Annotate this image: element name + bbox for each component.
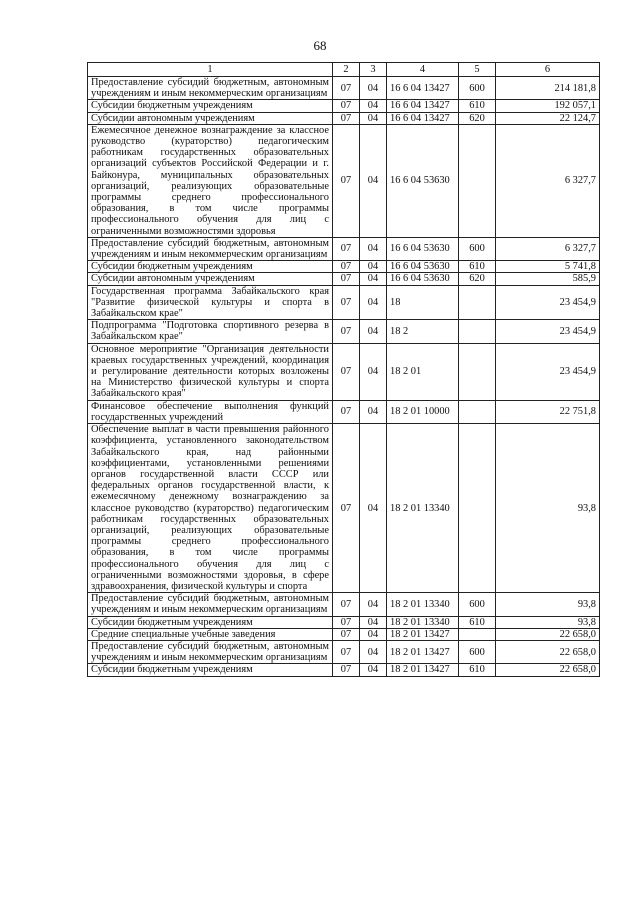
header-cell: 6 xyxy=(496,63,600,77)
row-amount: 22 124,7 xyxy=(496,112,600,124)
row-expense-type: 600 xyxy=(459,593,496,616)
row-subsection: 04 xyxy=(360,285,387,320)
row-expense-type: 610 xyxy=(459,664,496,676)
row-section: 07 xyxy=(333,77,360,100)
row-section: 07 xyxy=(333,100,360,112)
row-amount: 23 454,9 xyxy=(496,320,600,343)
table-row xyxy=(88,237,600,260)
row-target-code: 18 2 01 13340 xyxy=(387,593,459,616)
row-section: 07 xyxy=(333,593,360,616)
row-section: 07 xyxy=(333,424,360,593)
header-cell: 2 xyxy=(333,63,360,77)
table-row xyxy=(88,320,600,343)
row-subsection: 04 xyxy=(360,400,387,423)
row-subsection: 04 xyxy=(360,124,387,237)
row-section: 07 xyxy=(333,640,360,663)
row-name: Субсидии бюджетным учреждениям xyxy=(88,616,333,628)
row-expense-type: 620 xyxy=(459,112,496,124)
row-name: Субсидии бюджетным учреждениям xyxy=(88,100,333,112)
row-target-code: 16 6 04 53630 xyxy=(387,273,459,285)
row-name: Ежемесячное денежное вознаграждение за классное руководство (кураторство) педагогическим работникам государственных образовательных организаций субъектов Российской Федерации и г. Байконура, муниципальных образовательных организаций, реализующих образовательные программы среднего профессионального образования, в том числе программы профессионального обучения для лиц с ограниченными возможностями здоровья xyxy=(88,124,333,237)
row-expense-type xyxy=(459,124,496,237)
page-number: 68 xyxy=(313,38,327,53)
row-subsection: 04 xyxy=(360,628,387,640)
header-cell: 3 xyxy=(360,63,387,77)
row-expense-type xyxy=(459,424,496,593)
row-name: Государственная программа Забайкальского края "Развитие физической культуры и спорта в Забайкальском крае" xyxy=(88,285,333,320)
row-amount: 192 057,1 xyxy=(496,100,600,112)
table-row xyxy=(88,77,600,100)
row-subsection: 04 xyxy=(360,273,387,285)
row-amount: 22 751,8 xyxy=(496,400,600,423)
table-row xyxy=(88,664,600,676)
row-target-code: 18 2 01 13427 xyxy=(387,664,459,676)
row-target-code: 16 6 04 13427 xyxy=(387,77,459,100)
table-row xyxy=(88,628,600,640)
row-amount: 93,8 xyxy=(496,616,600,628)
row-amount: 23 454,9 xyxy=(496,285,600,320)
row-expense-type xyxy=(459,400,496,423)
row-subsection: 04 xyxy=(360,237,387,260)
row-name: Предоставление субсидий бюджетным, автономным учреждениям и иным некоммерческим организациям xyxy=(88,640,333,663)
row-target-code: 18 2 01 13340 xyxy=(387,616,459,628)
row-amount: 93,8 xyxy=(496,424,600,593)
row-amount: 214 181,8 xyxy=(496,77,600,100)
table-row xyxy=(88,400,600,423)
row-target-code: 16 6 04 53630 xyxy=(387,237,459,260)
row-amount: 5 741,8 xyxy=(496,261,600,273)
table-row xyxy=(88,343,600,400)
table-row xyxy=(88,124,600,237)
table-row xyxy=(88,285,600,320)
row-target-code: 16 6 04 53630 xyxy=(387,124,459,237)
row-section: 07 xyxy=(333,616,360,628)
header-row xyxy=(88,63,600,77)
row-expense-type xyxy=(459,628,496,640)
row-name: Предоставление субсидий бюджетным, автономным учреждениям и иным некоммерческим организациям xyxy=(88,77,333,100)
row-target-code: 16 6 04 53630 xyxy=(387,261,459,273)
row-subsection: 04 xyxy=(360,664,387,676)
row-target-code: 18 2 xyxy=(387,320,459,343)
row-section: 07 xyxy=(333,285,360,320)
row-subsection: 04 xyxy=(360,77,387,100)
row-subsection: 04 xyxy=(360,100,387,112)
budget-table xyxy=(87,62,600,677)
row-subsection: 04 xyxy=(360,320,387,343)
row-subsection: 04 xyxy=(360,261,387,273)
row-section: 07 xyxy=(333,343,360,400)
row-subsection: 04 xyxy=(360,593,387,616)
row-subsection: 04 xyxy=(360,424,387,593)
row-expense-type: 610 xyxy=(459,616,496,628)
row-section: 07 xyxy=(333,261,360,273)
row-target-code: 18 2 01 xyxy=(387,343,459,400)
row-target-code: 18 2 01 13427 xyxy=(387,640,459,663)
row-section: 07 xyxy=(333,273,360,285)
row-target-code: 16 6 04 13427 xyxy=(387,112,459,124)
row-name: Предоставление субсидий бюджетным, автономным учреждениям и иным некоммерческим организациям xyxy=(88,237,333,260)
row-expense-type xyxy=(459,343,496,400)
row-subsection: 04 xyxy=(360,112,387,124)
table-row xyxy=(88,616,600,628)
table-row xyxy=(88,261,600,273)
row-expense-type: 600 xyxy=(459,640,496,663)
row-section: 07 xyxy=(333,112,360,124)
row-name: Субсидии автономным учреждениям xyxy=(88,273,333,285)
row-name: Обеспечение выплат в части превышения районного коэффициента, установленного законодательством Забайкальского края, над районными коэффициентами, установленными решениями органов государственной власти СССР или федеральных органов государственной власти, к ежемесячному денежному вознаграждению за классное руководство (кураторство) педагогическим работникам государственных образовательных организаций, реализующих образовательные программы среднего профессионального образования, в том числе программы профессионального обучения для лиц с ограниченными возможностями здоровья, в сфере здравоохранения, физической культуры и спорта xyxy=(88,424,333,593)
row-expense-type: 600 xyxy=(459,237,496,260)
row-name: Предоставление субсидий бюджетным, автономным учреждениям и иным некоммерческим организациям xyxy=(88,593,333,616)
header-cell: 5 xyxy=(459,63,496,77)
row-amount: 22 658,0 xyxy=(496,664,600,676)
table-row xyxy=(88,100,600,112)
row-section: 07 xyxy=(333,400,360,423)
row-amount: 93,8 xyxy=(496,593,600,616)
row-name: Субсидии бюджетным учреждениям xyxy=(88,261,333,273)
row-section: 07 xyxy=(333,664,360,676)
table-row xyxy=(88,593,600,616)
row-target-code: 18 2 01 13340 xyxy=(387,424,459,593)
row-amount: 22 658,0 xyxy=(496,628,600,640)
row-amount: 22 658,0 xyxy=(496,640,600,663)
row-amount: 6 327,7 xyxy=(496,237,600,260)
row-expense-type xyxy=(459,285,496,320)
row-section: 07 xyxy=(333,237,360,260)
row-name: Субсидии автономным учреждениям xyxy=(88,112,333,124)
row-section: 07 xyxy=(333,124,360,237)
row-name: Финансовое обеспечение выполнения функций государственных учреждений xyxy=(88,400,333,423)
row-expense-type: 620 xyxy=(459,273,496,285)
table-row xyxy=(88,112,600,124)
row-expense-type: 610 xyxy=(459,100,496,112)
row-name: Основное мероприятие "Организация деятельности краевых государственных учреждений, координация и регулирование деятельности которых возложены на Министерство физической культуры и спорта Забайкальского края" xyxy=(88,343,333,400)
table-row xyxy=(88,640,600,663)
row-expense-type: 610 xyxy=(459,261,496,273)
row-section: 07 xyxy=(333,320,360,343)
header-cell: 1 xyxy=(88,63,333,77)
header-cell: 4 xyxy=(387,63,459,77)
table-row xyxy=(88,273,600,285)
row-target-code: 16 6 04 13427 xyxy=(387,100,459,112)
row-expense-type: 600 xyxy=(459,77,496,100)
row-name: Средние специальные учебные заведения xyxy=(88,628,333,640)
row-target-code: 18 2 01 10000 xyxy=(387,400,459,423)
row-expense-type xyxy=(459,320,496,343)
row-subsection: 04 xyxy=(360,343,387,400)
row-subsection: 04 xyxy=(360,640,387,663)
row-amount: 585,9 xyxy=(496,273,600,285)
row-target-code: 18 xyxy=(387,285,459,320)
row-subsection: 04 xyxy=(360,616,387,628)
row-section: 07 xyxy=(333,628,360,640)
row-amount: 6 327,7 xyxy=(496,124,600,237)
row-amount: 23 454,9 xyxy=(496,343,600,400)
row-target-code: 18 2 01 13427 xyxy=(387,628,459,640)
table-row xyxy=(88,424,600,593)
row-name: Подпрограмма "Подготовка спортивного резерва в Забайкальском крае" xyxy=(88,320,333,343)
row-name: Субсидии бюджетным учреждениям xyxy=(88,664,333,676)
